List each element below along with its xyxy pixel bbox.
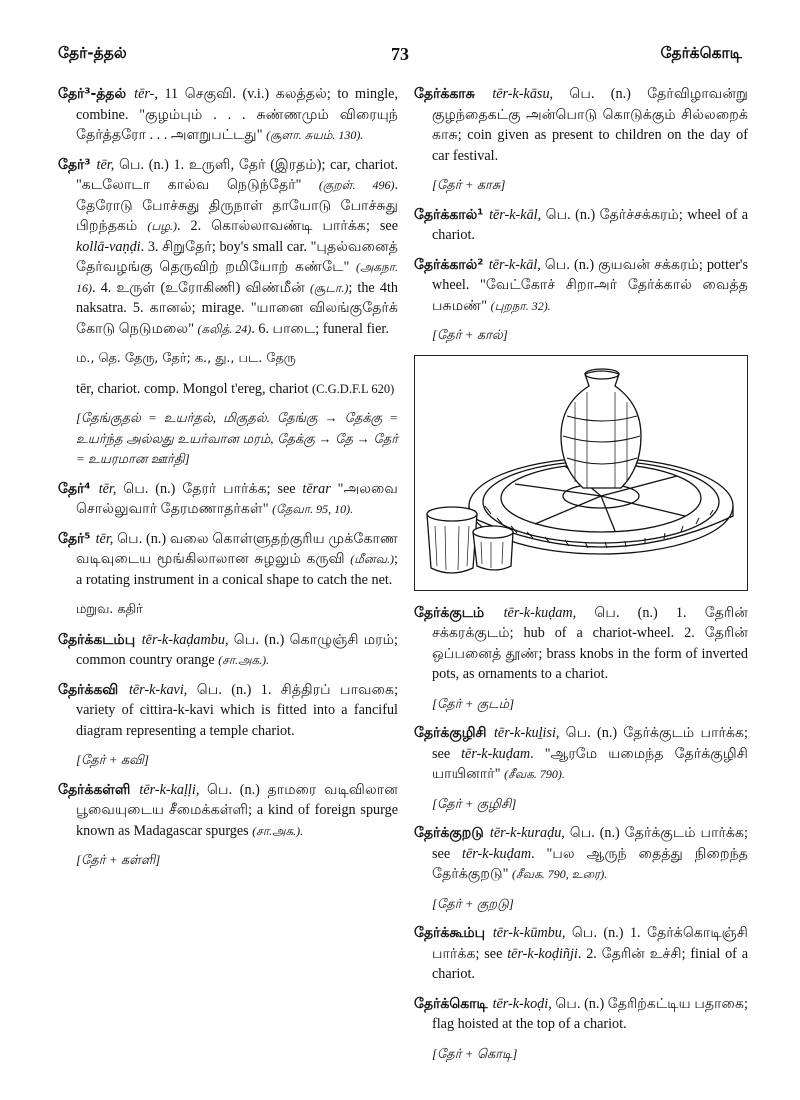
entry-text: ; the 4th naksatra. 5. கானல்; mirage. "யானை விலங்குதேர்க் கோடு நெடுமலை" xyxy=(76,279,399,337)
entry-text: [தேர் + கள்ளி] xyxy=(76,852,161,867)
entry-text: (கலித். 24) xyxy=(197,321,252,336)
dictionary-entry xyxy=(414,603,748,685)
entry-subline xyxy=(432,1044,748,1065)
headword: தேர்க்குடம் xyxy=(414,604,504,621)
right-column xyxy=(414,84,748,1073)
entry-text: பெ. (n.) தேர்விழாவன்று குழந்தைகட்கு அன்பொடு கொடுக்கும் சில்லறைக் காசு; coin given as present to children on the day of car festival. xyxy=(432,86,748,164)
entry-text: [தேர் + குறடு] xyxy=(432,895,514,911)
transliteration: tēr-k-kāsu, xyxy=(492,86,570,102)
dictionary-entry xyxy=(414,84,748,166)
entry-text: (சூளா. சுயம். 130). xyxy=(266,128,364,142)
headword: தேர்⁵ xyxy=(58,530,96,547)
entry-subline xyxy=(76,408,398,470)
entry-subline xyxy=(432,694,748,715)
entry-text: (தேவா. 95, 10). xyxy=(272,502,354,516)
entry-text: பெ. (n.) 1. தேரின் சக்கரக்குடம்; hub of a chariot-wheel. 2. தேரின் ஒப்பனைத் தூண்; brass knobs in the form of inverted pots, as ornaments to a chariot. xyxy=(432,604,748,682)
headword: தேர்க்கொடி xyxy=(414,995,493,1012)
dictionary-entry xyxy=(58,780,398,842)
entry-text: . தேரோடு போச்சுது திருநாள் தாயோடு போச்சுது பிறந்தகம் xyxy=(76,177,398,234)
headword: தேர்க்குறடு xyxy=(414,825,490,841)
entry-subline xyxy=(76,750,398,771)
entry-subline xyxy=(76,599,398,621)
headword: தேர்³-த்தல் xyxy=(58,86,135,102)
entry-text: பெ. (n.) தேர்க்குடம் பார்க்க; see xyxy=(432,825,748,862)
entry-text: . 6. பாடை; funeral fier. xyxy=(251,320,389,337)
entry-text: பெ. (n.) 1. உருளி, தேர் (இரதம்); car, chariot. "கடலோடா கால்வ நெடுந்தேர்" xyxy=(76,156,399,193)
transliteration: tēr-k-kaḍambu, xyxy=(141,631,234,648)
entry-subline xyxy=(432,794,748,815)
entry-text: மறுவ. கதிர் xyxy=(76,602,143,617)
transliteration: tēr-k-kuḍam xyxy=(461,745,531,762)
transliteration: tēr-k-kuraḍu, xyxy=(489,825,570,841)
entry-text: பெ. (n.) தாமரை வடிவிலான பூவையுடைய சீமைக்கள்ளி; a kind of foreign spurge known as Madagascar spurges xyxy=(76,781,398,839)
left-column xyxy=(58,84,398,880)
entry-text: . 2. தேரின் உச்சி; finial of a chariot. xyxy=(432,945,748,982)
entry-text: பெ. (n.) தேர்ச்சக்கரம்; wheel of a chariot. xyxy=(432,206,748,243)
entry-text: . 4. உருள் (உரோகிணி) விண்மீன் xyxy=(92,279,311,296)
transliteration: tēr-k-kāl, xyxy=(488,256,545,273)
entry-text: . 2. கொல்லாவண்டி பார்க்க; see xyxy=(176,218,398,234)
headword: தேர்⁴ xyxy=(58,480,99,497)
entry-text: [தேர் + குழிசி] xyxy=(432,795,517,811)
entry-text: tēr, chariot. comp. Mongol t'ereg, chariot xyxy=(76,380,313,397)
right-column-top xyxy=(414,84,748,346)
transliteration: tēr-k-koḍiñji xyxy=(507,945,578,962)
dictionary-entry xyxy=(414,923,748,985)
entry-text: (சீவக. 790, உரை). xyxy=(512,867,608,881)
entry-text: (சா.அக.). xyxy=(218,653,270,667)
entry-text: ; a rotating instrument in a conical shape to catch the net. xyxy=(76,551,398,588)
headword: தேர்க்கள்ளி xyxy=(58,781,140,798)
header-left-guideword: தேர்-த்தல் xyxy=(58,44,127,62)
headword: தேர்³ xyxy=(58,156,97,173)
dictionary-entry xyxy=(58,680,398,742)
entry-subline xyxy=(432,894,748,915)
dictionary-entry xyxy=(58,479,398,520)
entry-text: (பழ.) xyxy=(147,219,177,233)
entry-text: "அலவை சொல்லுவார் தேரமணாதர்கள்" xyxy=(76,480,398,517)
entry-text: [தேர் + குடம்] xyxy=(432,695,515,711)
headword: தேர்க்கடம்பு xyxy=(58,631,142,648)
transliteration: tēr, xyxy=(95,530,118,547)
headword: தேர்க்கவி xyxy=(58,681,129,698)
transliteration: tērar xyxy=(302,480,331,497)
entry-text: [தேங்குதல் = உயர்தல், மிகுதல். தேங்கு → தேக்கு = உயர்ந்த அல்லது உயர்வான மரம், தேக்கு → தே → தேர் = உயரமான ஊர்தி] xyxy=(76,410,398,466)
page-number: 73 xyxy=(391,44,409,64)
dictionary-entry xyxy=(414,723,748,785)
headword: தேர்க்கால்¹ xyxy=(414,206,490,223)
dictionary-entry xyxy=(58,630,398,671)
dictionary-entry xyxy=(58,155,398,340)
entry-text: (சூடா.) xyxy=(310,280,349,295)
transliteration: tēr-k-kāl, xyxy=(489,206,546,223)
header-right-guideword: தேர்க்கொடி xyxy=(660,44,742,62)
headword: தேர்க்கூம்பு xyxy=(414,925,493,941)
entry-subline xyxy=(432,175,748,196)
potters-wheel-illustration xyxy=(414,355,748,591)
transliteration: tēr-k-kuḍam, xyxy=(503,604,595,621)
entry-text: . "பல ஆருந் தைத்து நிறைந்த தேர்க்குறடு" xyxy=(432,845,748,882)
entry-text: பெ. (n.) 1. சித்திரப் பாவகை; variety of cittira-k-kavi which is fitted into a fanciful diagram representing a temple chariot. xyxy=(76,681,399,739)
entry-text: பெ. (n.) தேர்க்குடம் பார்க்க; see xyxy=(432,725,748,762)
entry-text: பெ. (n.) வலை கொள்ளுதற்குரிய முக்கோண வடிவுடைய மூங்கிலாலான சுழலும் கருவி xyxy=(76,530,398,567)
headword: தேர்க்கால்² xyxy=(414,256,489,273)
entry-text: (அகநா. 16) xyxy=(76,260,398,295)
dictionary-entry xyxy=(414,823,748,885)
entry-text: 11 செகுவி. (v.i.) கலத்தல்; to mingle, combine. "குழம்பும் . . . சுண்ணமும் விரையுந் தேர்த்தரோ . . . அளறுபட்டது" xyxy=(76,86,398,143)
dictionary-entry xyxy=(58,84,398,146)
transliteration: tēr-k-kavi, xyxy=(128,681,197,698)
entry-text: பெ. (n.) கொழுஞ்சி மரம்; common country orange xyxy=(76,631,398,668)
entry-text: [தேர் + காசு] xyxy=(432,177,506,192)
entry-text: (மீனவ.) xyxy=(350,552,395,566)
dictionary-entry xyxy=(414,255,748,317)
headword: தேர்க்காசு xyxy=(414,86,493,102)
transliteration: tēr-k-kaḷḷi, xyxy=(139,781,208,798)
entry-subline xyxy=(432,325,748,346)
entry-subline xyxy=(76,379,398,400)
entry-text: பெ. (n.) 1. தேர்க்கொடிஞ்சி பார்க்க; see xyxy=(432,925,748,962)
transliteration: tēr-k-kuḻisi, xyxy=(493,725,566,741)
entry-text: [தேர் + கவி] xyxy=(76,752,149,767)
entry-text: (C.G.D.F.L 620) xyxy=(312,381,395,396)
entry-text: (புறநா. 32). xyxy=(490,298,551,313)
entry-text: பெ. (n.) தேரர் பார்க்க; see xyxy=(123,480,303,497)
entry-text: . 3. சிறுதேர்; boy's small car. "புதல்வனைத் தேர்வழங்கு தெருவிற் றமியோற் கண்டே" xyxy=(76,238,398,275)
headword: தேர்க்குழிசி xyxy=(414,725,494,741)
dictionary-entry xyxy=(414,205,748,246)
transliteration: tēr, xyxy=(96,156,119,173)
entry-text: [தேர் + கால்] xyxy=(432,327,508,342)
transliteration: tēr-k-koḍi, xyxy=(492,995,556,1012)
entry-subline xyxy=(76,850,398,871)
right-column-bottom xyxy=(414,603,748,1065)
entry-subline xyxy=(76,348,398,370)
entry-text: (குறள். 496) xyxy=(318,178,395,192)
entry-text: (சீவக. 790). xyxy=(504,767,565,781)
entry-text: ம., தெ. தேரு, தேர்; க., து., பட. தேரு xyxy=(76,351,296,366)
transliteration: tēr-, xyxy=(134,86,165,102)
entry-text: பெ. (n.) குயவன் சக்கரம்; potter's wheel. "வேட்கோச் சிறாஅர் தேர்க்கால் வைத்த பசுமண்" xyxy=(432,256,748,314)
transliteration: tēr, xyxy=(98,480,124,497)
entry-text: [தேர் + கொடி] xyxy=(432,1045,518,1061)
transliteration: kollā-vaṇḍi xyxy=(76,238,141,255)
dictionary-entry xyxy=(414,994,748,1035)
page-header xyxy=(58,44,742,68)
dictionary-entry xyxy=(58,529,398,591)
entry-text: பெ. (n.) தேரிற்கட்டிய பதாகை; flag hoisted at the top of a chariot. xyxy=(432,995,748,1032)
entry-text: (சா.அக.). xyxy=(252,823,304,838)
transliteration: tēr-k-kūmbu, xyxy=(492,925,572,941)
entry-text: . "ஆரமே யமைந்த தேர்க்குழிசி யாயினார்" xyxy=(432,745,748,782)
transliteration: tēr-k-kuḍam xyxy=(462,845,532,862)
